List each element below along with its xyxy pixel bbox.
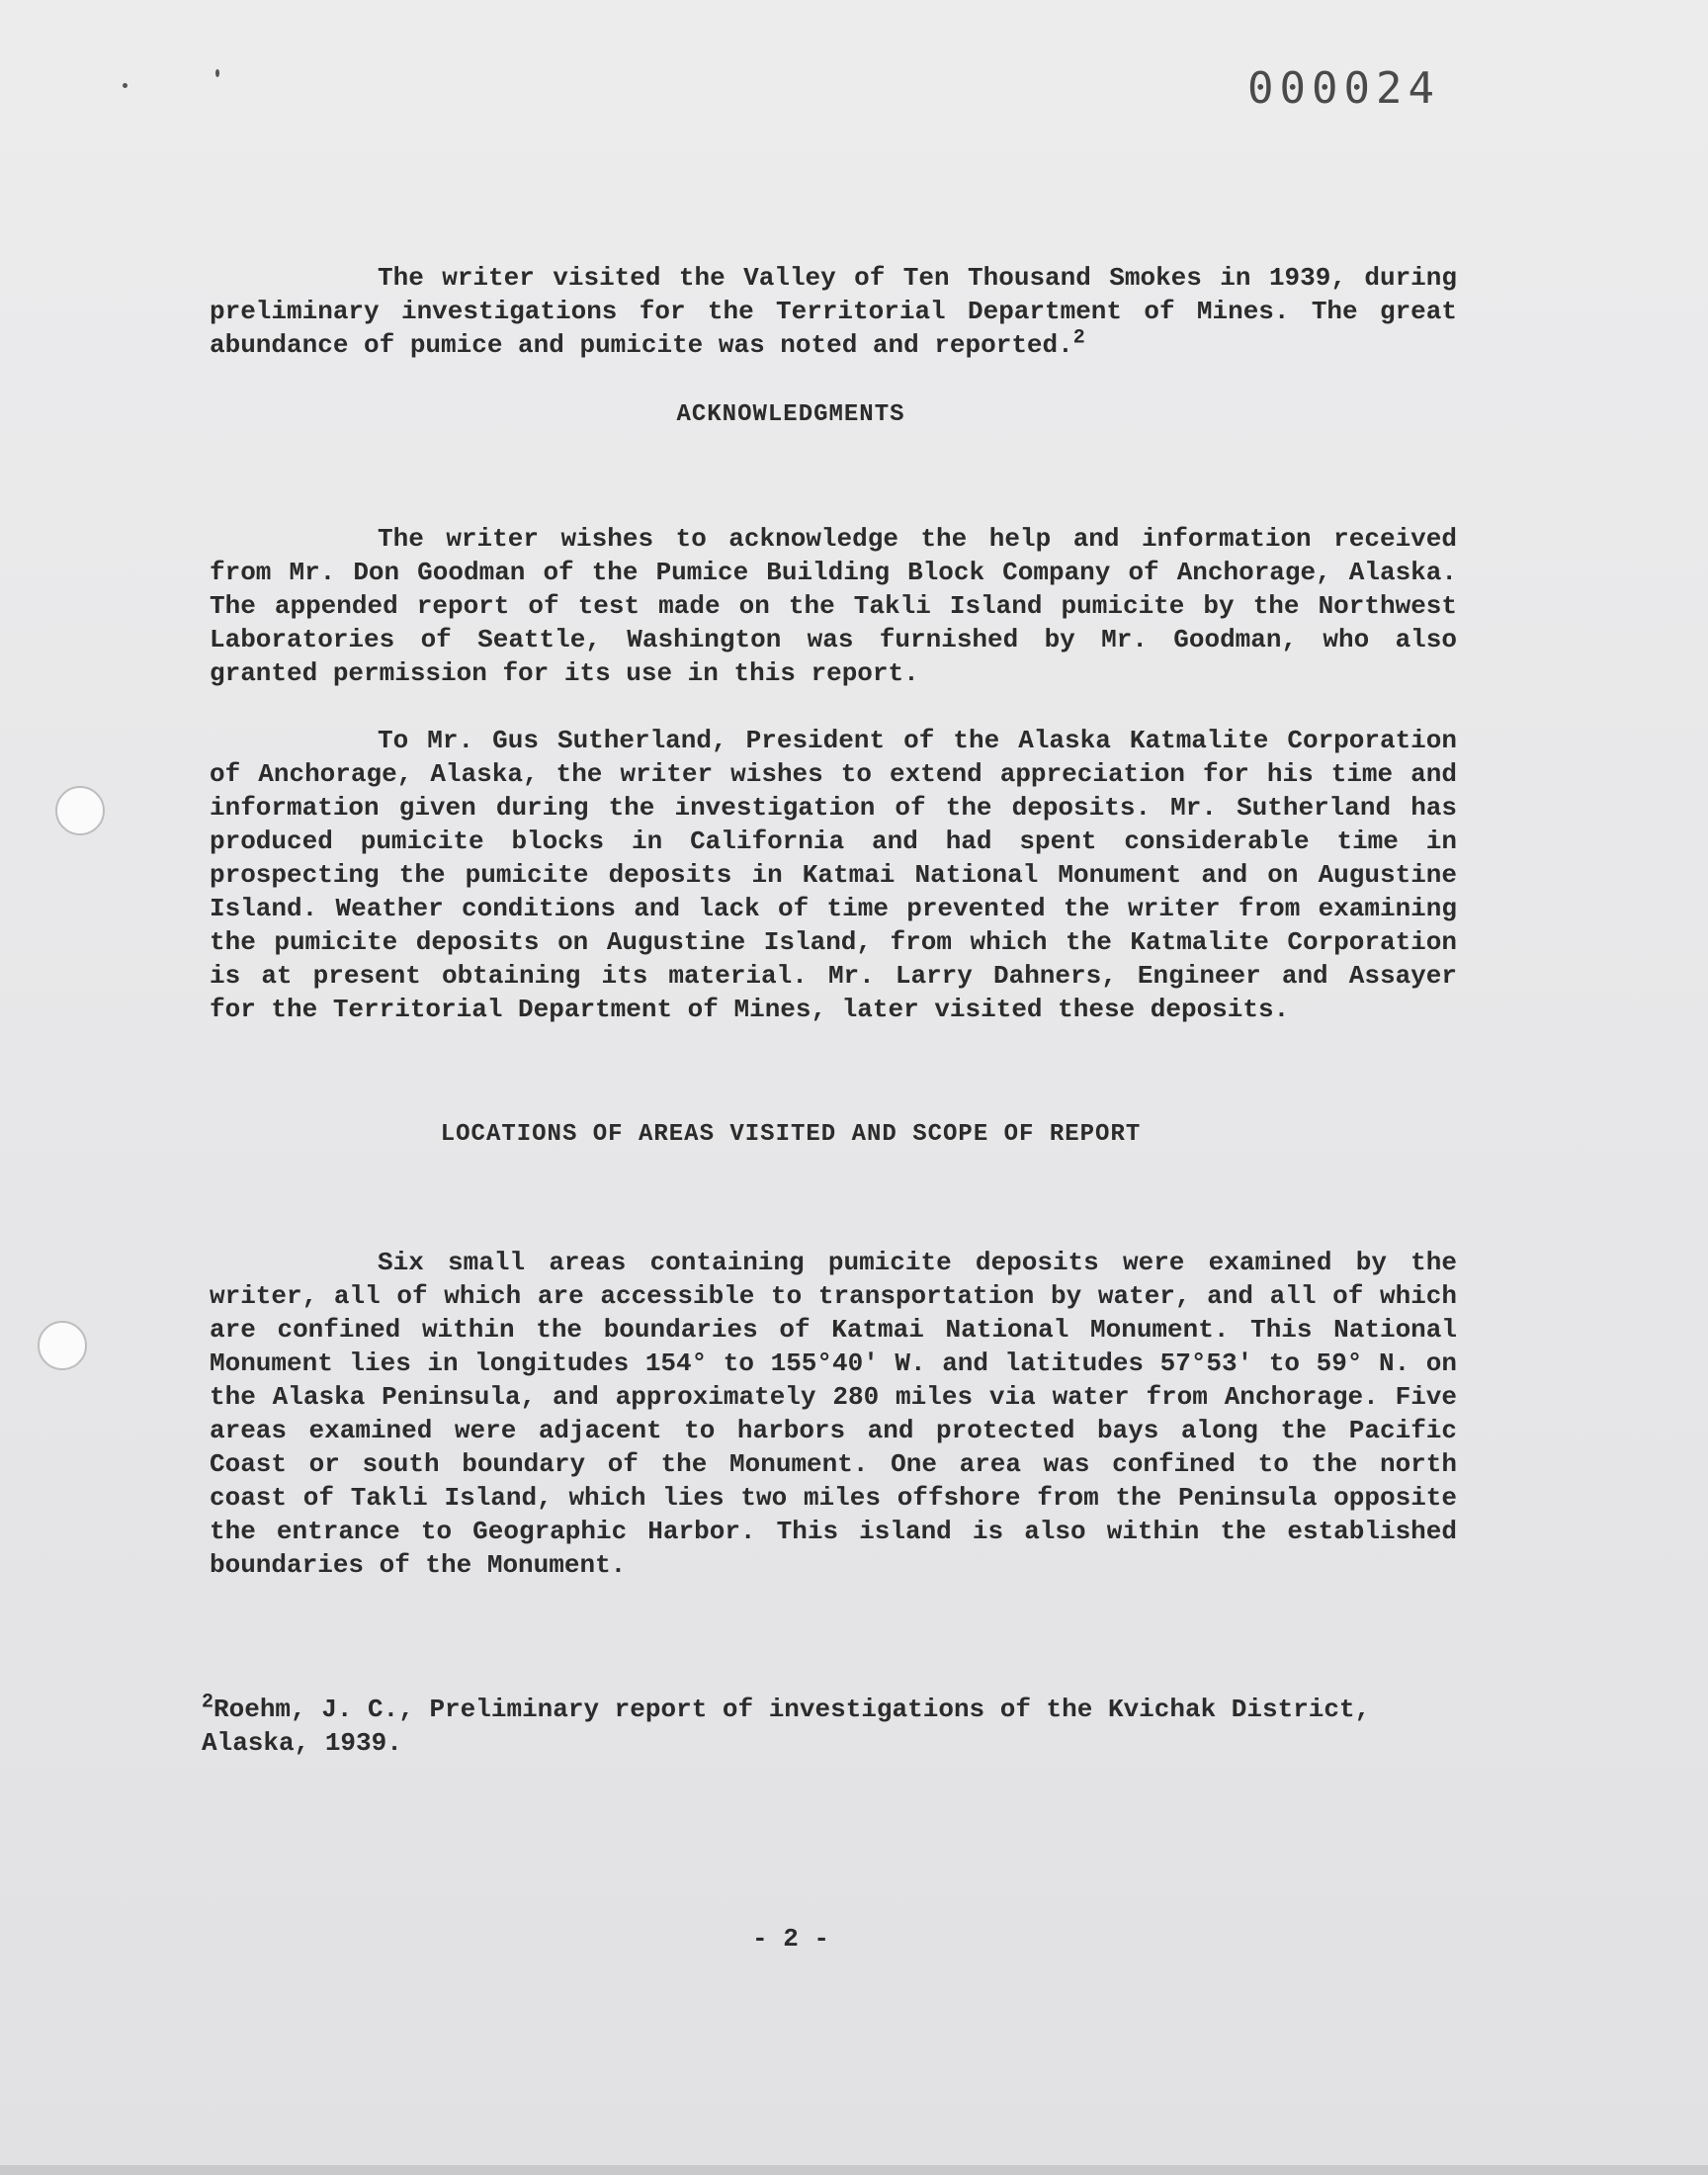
page-number: - 2 - — [751, 1924, 829, 1954]
locations-paragraph: Six small areas containing pumicite deposits were examined by the writer, all of which are accessible to transportation by water, and all of which are confined within the boundaries of Katmai National Monument. This National Monument lies in longitudes 154° to 155°40' W. and latitudes 57°53' to 59° N. on the Alaska Peninsula, and approximately 280 miles via water from Anchorage. Five areas examined were adjacent to harbors and protected bays along the Pacific Coast or south boundary of the Monument. One area was confined to the north coast of Takli Island, which lies two miles offshore from the Peninsula opposite the entrance to Geographic Harbor. This island is also within the established boundaries of the Monument. — [210, 1248, 1457, 1580]
punch-hole — [38, 1321, 87, 1370]
footnote — [202, 1693, 1388, 1760]
page-id-stamp: 000024 — [1247, 63, 1440, 114]
footnote-reference: 2 — [1072, 326, 1085, 350]
punch-hole — [55, 786, 105, 835]
scan-edge — [0, 2165, 1708, 2175]
acknowledgments-heading: ACKNOWLEDGMENTS — [676, 401, 905, 428]
footnote-text: Roehm, J. C., Preliminary report of investigations of the Kvichak District, Alaska, 1939. — [202, 1695, 1371, 1758]
footnote-marker: 2 — [202, 1691, 214, 1714]
ack-paragraph-1: The writer wishes to acknowledge the help and information received from Mr. Don Goodman of the Pumice Building Block Company of Anchorage, Alaska. The appended report of test made on the Takli Island pumicite by the Northwest Laboratories of Seattle, Washington was furnished by Mr. Goodman, who also granted permission for its use in this report. — [210, 524, 1457, 688]
locations-heading: LOCATIONS OF AREAS VISITED AND SCOPE OF REPORT — [440, 1121, 1142, 1148]
ack-paragraph-2: To Mr. Gus Sutherland, President of the Alaska Katmalite Corporation of Anchorage, Alaska, the writer wishes to extend appreciation for his time and information given during the investigation of the deposits. Mr. Sutherland has produced pumicite blocks in California and had spent considerable time in prospecting the pumicite deposits in Katmai National Monument and on Augustine Island. Weather conditions and lack of time prevented the writer from examining the pumicite deposits on Augustine Island, from which the Katmalite Corporation is at present obtaining its material. Mr. Larry Dahners, Engineer and Assayer for the Territorial Department of Mines, later visited these deposits. — [210, 726, 1457, 1024]
ink-speck — [123, 83, 128, 88]
intro-text: The writer visited the Valley of Ten Thousand Smokes in 1939, during preliminary investigations for the Territorial Department of Mines. The great abundance of pumice and pumicite was noted and reported. — [210, 263, 1457, 360]
intro-paragraph — [210, 261, 1457, 362]
ink-speck — [215, 69, 219, 77]
